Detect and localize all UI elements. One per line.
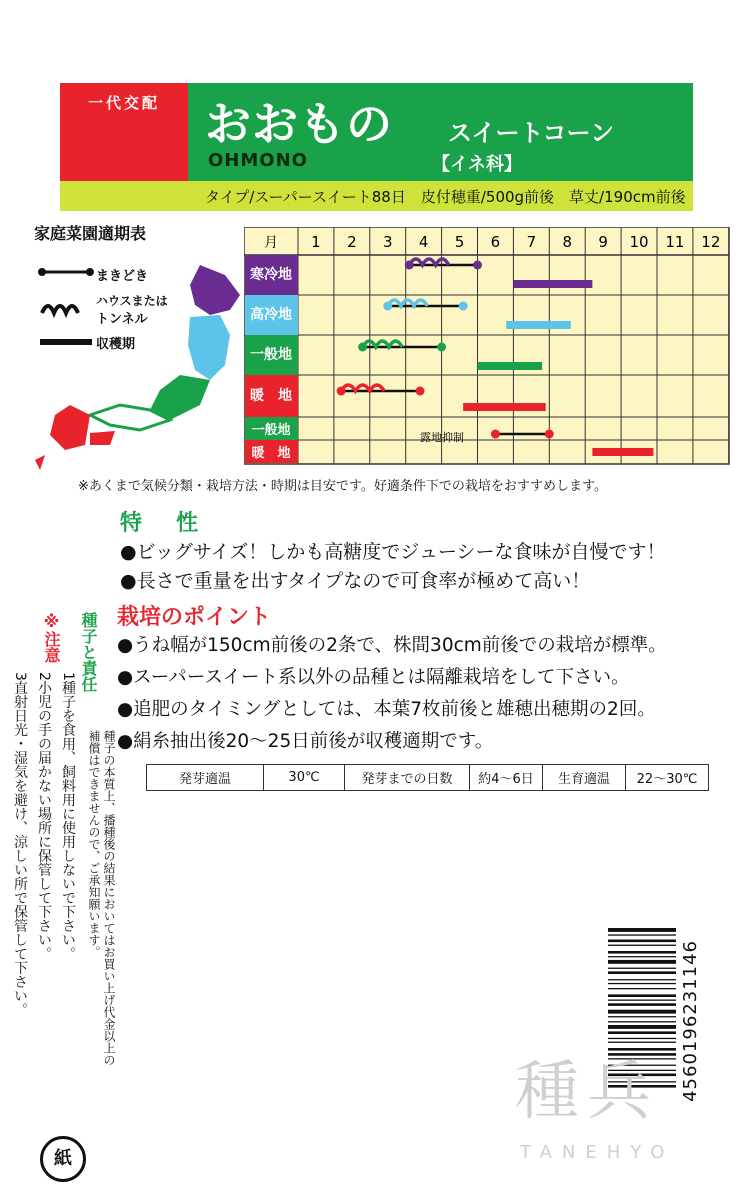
barcode-bar — [608, 1010, 676, 1014]
sowing-dot — [416, 387, 425, 396]
features-title: 特 性 — [120, 511, 205, 536]
barcode-bar — [608, 1031, 676, 1034]
table-cell: 発芽適温 — [147, 765, 264, 791]
barcode-bar — [608, 971, 676, 974]
hybrid-tag: 一代交配 — [87, 94, 160, 112]
legend-sowing-label: まきどき — [96, 269, 149, 284]
watermark-logo: 種兵 — [515, 1055, 659, 1129]
month-label: 7 — [526, 233, 537, 251]
month-label: 3 — [382, 233, 393, 251]
sowing-dot — [437, 343, 446, 352]
point-item: ●うね幅が150cm前後の2条で、株間30cm前後での栽培が標準。 — [117, 635, 667, 656]
barcode-bar — [608, 940, 676, 943]
table-cell: 30℃ — [264, 765, 345, 791]
legend-tunnel-label-2: トンネル — [96, 312, 148, 327]
japan-map-legend — [30, 255, 250, 495]
barcode-bar — [608, 994, 676, 997]
germination-table — [146, 764, 709, 791]
region-label-cold: 寒冷地 — [250, 267, 292, 283]
region-label-warm-mulch: 暖 地 — [251, 446, 291, 461]
legend-tunnel-label-1: ハウスまたは — [96, 294, 168, 308]
point-item: ●スーパースイート系以外の品種とは隔離栽培をして下さい。 — [117, 667, 630, 688]
calendar-title: 家庭菜園適期表 — [34, 224, 147, 243]
harvest-bar — [463, 403, 546, 411]
plant-family: 【イネ科】 — [432, 154, 522, 175]
region-label-warm: 暖 地 — [250, 388, 292, 404]
harvest-bar — [592, 448, 653, 456]
legend-sowing-icon — [38, 268, 94, 276]
barcode-bar — [608, 1003, 676, 1006]
barcode-bar — [608, 988, 676, 989]
sowing-dot — [491, 430, 500, 439]
harvest-bar — [478, 362, 543, 370]
harvest-bar — [513, 280, 592, 288]
barcode-bar — [608, 960, 676, 964]
mulch-label: 露地抑制 — [420, 431, 464, 444]
feature-item: ●長さで重量を出すタイプなので可食率が極めて高い！ — [120, 570, 591, 592]
month-label: 6 — [490, 233, 501, 251]
table-cell: 約4〜6日 — [470, 765, 543, 791]
barcode-bar — [608, 1038, 676, 1039]
point-item: ●絹糸抽出後20〜25日前後が収穫適期です。 — [117, 731, 494, 752]
watermark-text: TANEHYO — [520, 1142, 675, 1163]
calendar-note: ※あくまで気候分類・栽培方法・時期は目安です。好適条件下での栽培をおすすめします。 — [78, 479, 607, 494]
points-title: 栽培のポイント — [117, 605, 272, 630]
barcode-bar — [608, 951, 676, 954]
responsibility-title: 種子と責任 — [79, 612, 98, 692]
barcode-bar — [608, 983, 676, 984]
table-cell: 22〜30℃ — [626, 765, 709, 791]
table-cell: 生育適温 — [543, 765, 626, 791]
variety-name-en: OHMONO — [208, 150, 308, 171]
month-label: 11 — [665, 233, 685, 251]
sowing-dot — [473, 261, 482, 270]
region-label-general: 一般地 — [250, 347, 292, 363]
month-label: 5 — [454, 233, 465, 251]
barcode-bar — [608, 1021, 676, 1022]
caution-item: 2小児の手の届かない場所に保管して下さい。 — [36, 672, 52, 961]
barcode-bar — [608, 945, 676, 946]
sowing-dot — [459, 302, 468, 311]
variety-name: おおもの — [205, 97, 393, 151]
month-label: 2 — [347, 233, 357, 251]
barcode-bar — [608, 934, 676, 935]
barcode-bar — [608, 979, 676, 980]
barcode-number: 4560196231146 — [680, 940, 701, 1102]
feature-item: ●ビッグサイズ！しかも高糖度でジューシーな食味が自慢です！ — [120, 541, 666, 563]
point-item: ●追肥のタイミングとしては、本葉7枚前後と雄穂出穂期の2回。 — [117, 699, 656, 720]
table-cell: 発芽までの日数 — [345, 765, 470, 791]
paper-recycle-icon: 紙 — [40, 1136, 86, 1182]
barcode-bar — [608, 956, 676, 957]
planting-calendar — [244, 227, 730, 465]
legend-harvest-label: 収穫期 — [96, 337, 136, 352]
spec-line: タイプ/スーパースイート88日 皮付穂重/500g前後 草丈/190cm前後 — [205, 188, 686, 206]
month-label: 9 — [598, 233, 608, 251]
region-label-highland: 高冷地 — [250, 307, 292, 323]
barcode-bar — [608, 968, 676, 969]
barcode-bar — [608, 1000, 676, 1001]
caution-item: 1種子を食用、飼料用に使用しないで下さい。 — [60, 672, 76, 961]
barcode-bar — [608, 1016, 676, 1017]
responsibility-text: 補償はできませんので、ご承知願います。 — [87, 730, 101, 958]
month-label: 10 — [629, 233, 649, 251]
month-label: 4 — [418, 233, 429, 251]
legend-tunnel-icon — [42, 306, 78, 313]
barcode-bar — [608, 1025, 676, 1029]
legend-harvest-icon — [40, 339, 92, 345]
month-header: 月 — [264, 234, 278, 250]
responsibility-text: 種子の本質上、播種後の結果においてはお買い上げ代金以上の — [102, 730, 116, 1066]
month-label: 1 — [311, 233, 321, 251]
crop-type: スイートコーン — [448, 119, 615, 147]
region-label-general-mulch: 一般地 — [251, 423, 291, 438]
barcode-bar — [608, 928, 676, 932]
month-label: 8 — [562, 233, 573, 251]
harvest-bar — [506, 321, 571, 329]
month-label: 12 — [701, 233, 721, 251]
caution-item: 3直射日光・湿気を避け、涼しい所で保管して下さい。 — [12, 672, 28, 1017]
sowing-dot — [545, 430, 554, 439]
caution-title: ※注意 — [42, 612, 61, 663]
